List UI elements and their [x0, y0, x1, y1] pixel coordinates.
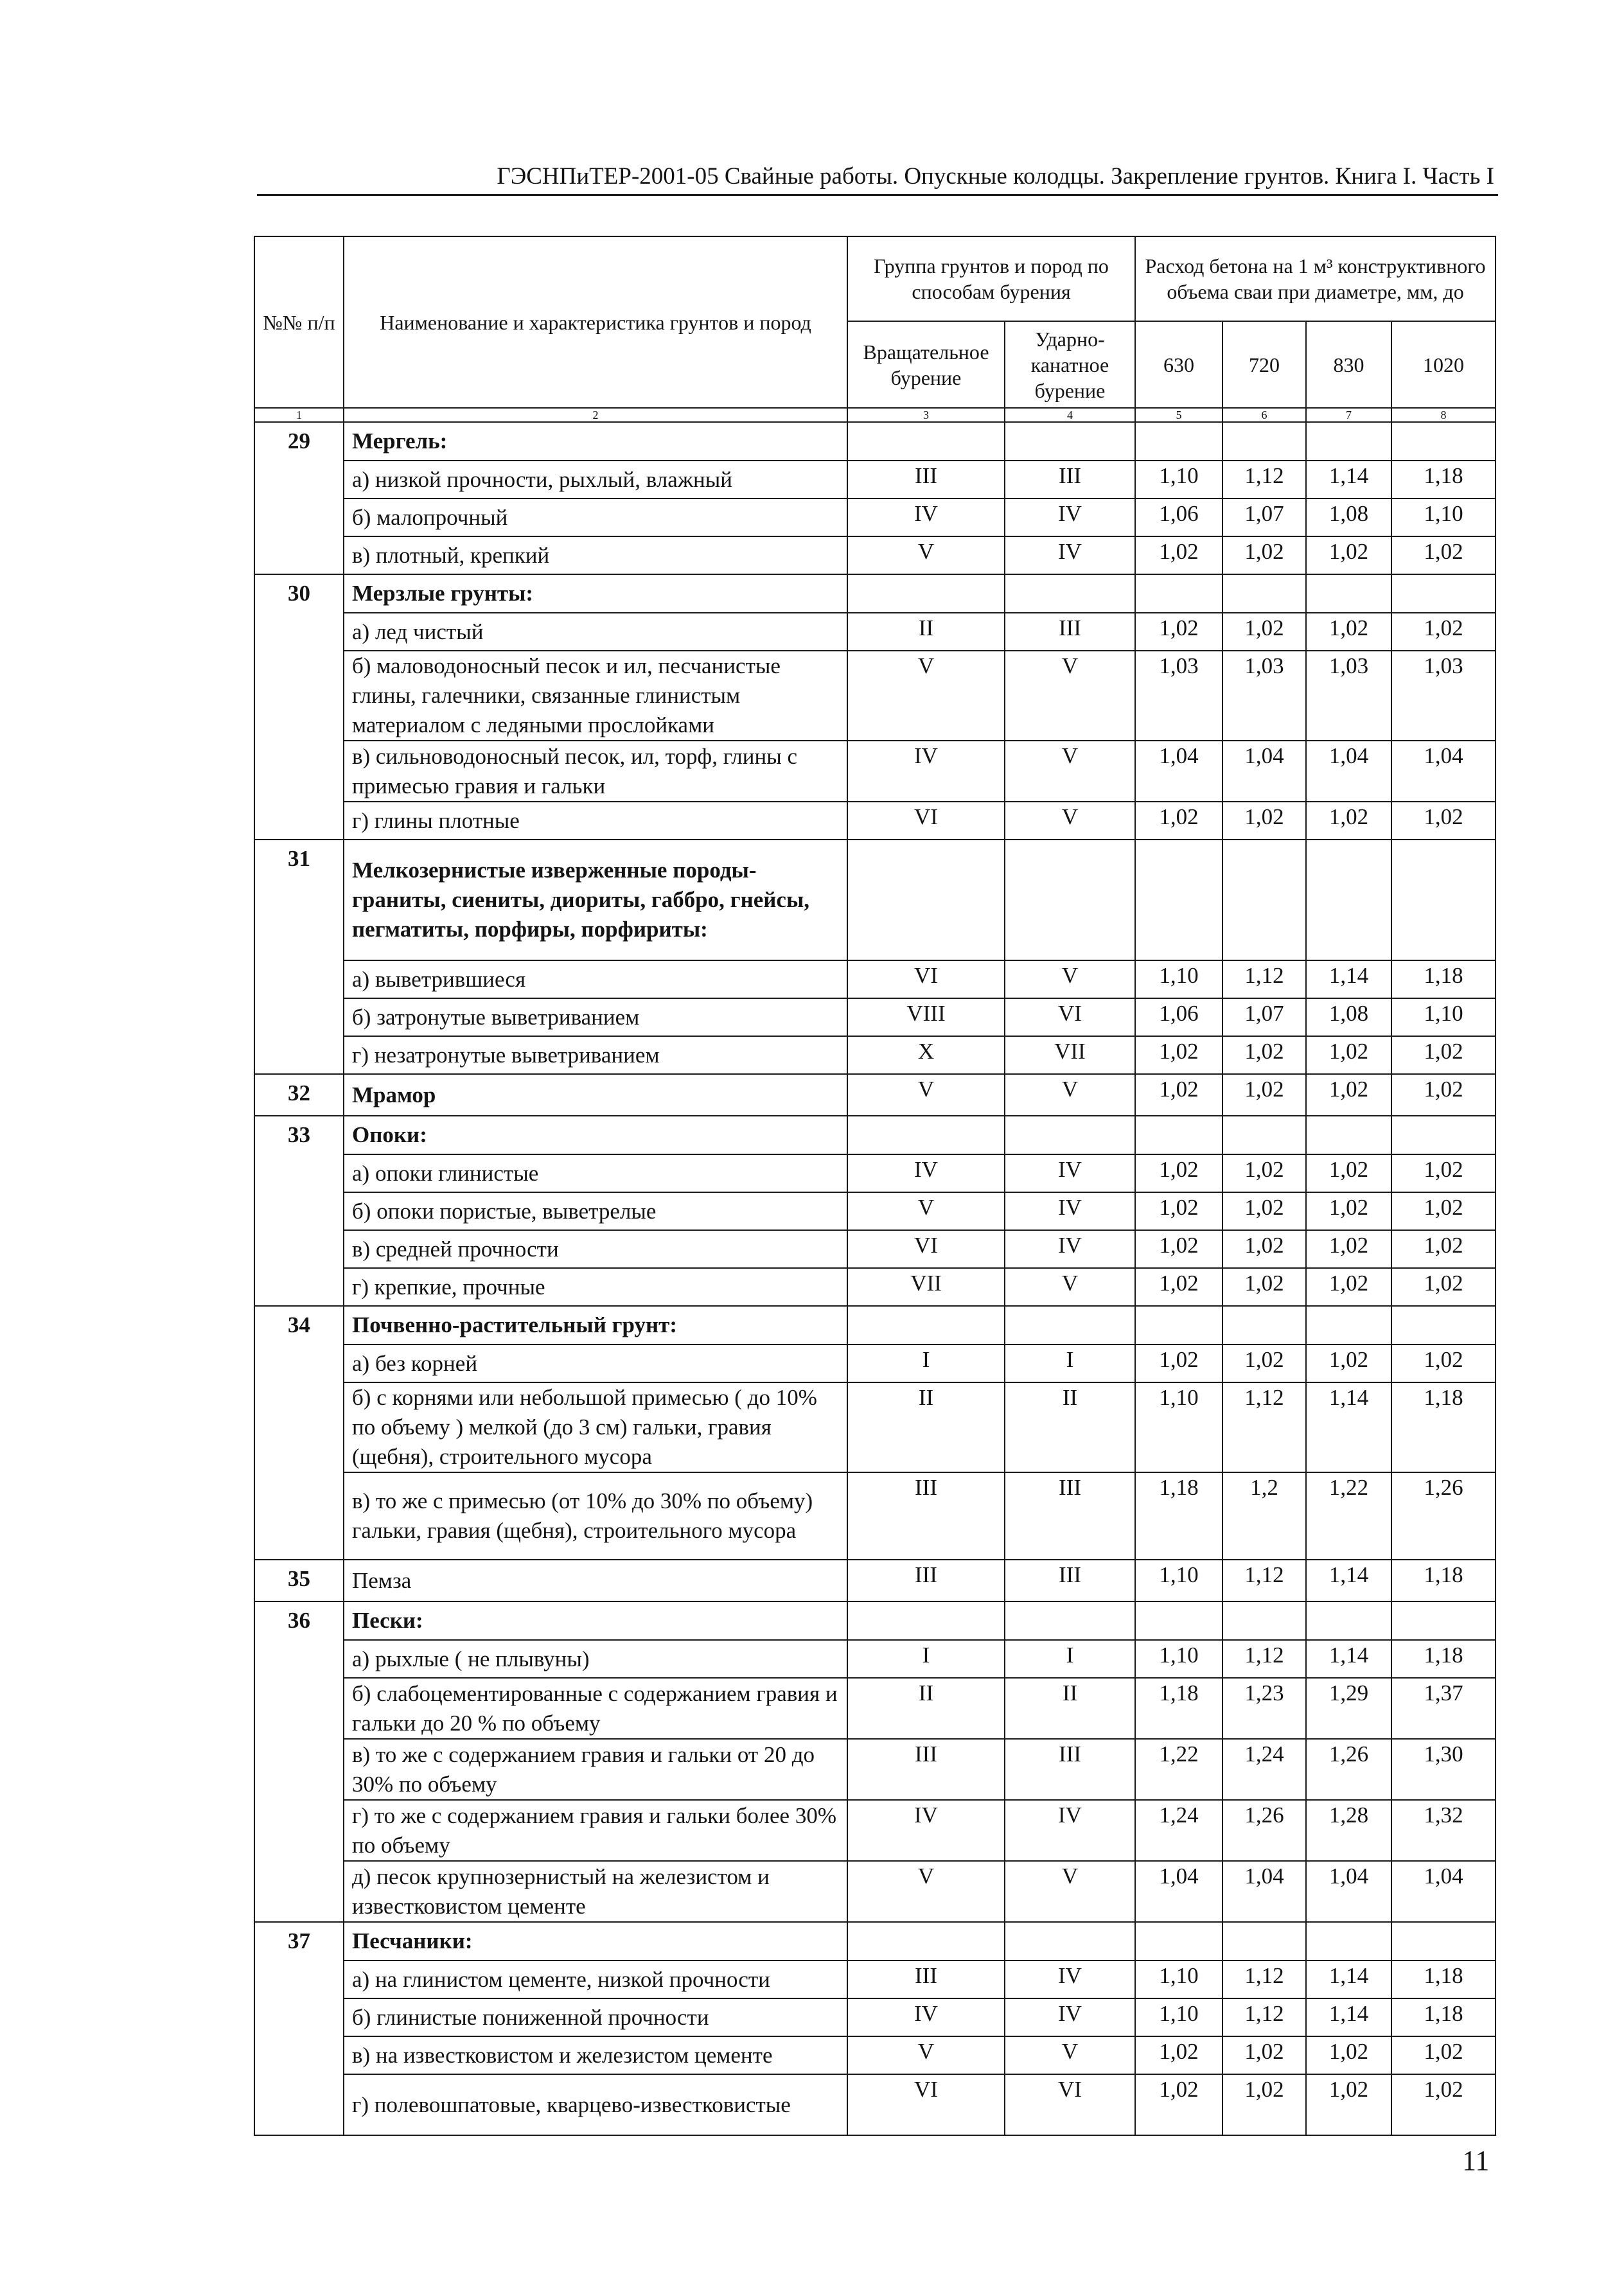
- table-row: [254, 536, 1496, 574]
- table-row: [254, 1800, 1496, 1861]
- table-row: [254, 1861, 1496, 1922]
- value-720: 1,26: [1222, 1800, 1306, 1861]
- col-number: 8: [1391, 408, 1496, 422]
- soil-name: в) сильноводоносный песок, ил, торф, глины с примесью гравия и гальки: [344, 741, 847, 802]
- value-630: 1,02: [1135, 1230, 1222, 1268]
- value-720: 1,02: [1222, 1344, 1306, 1382]
- value-630: 1,02: [1135, 1268, 1222, 1306]
- section-number: 31: [254, 840, 344, 1074]
- table-row: [254, 1230, 1496, 1268]
- value-1020: 1,18: [1391, 1640, 1496, 1678]
- value-830: 1,08: [1306, 498, 1391, 536]
- value-630: 1,02: [1135, 2036, 1222, 2074]
- value-1020: 1,02: [1391, 1074, 1496, 1116]
- col-header-group: Группа грунтов и пород по способам бурения: [847, 236, 1135, 321]
- impact-group: IV: [1005, 1154, 1135, 1192]
- value-830: 1,14: [1306, 461, 1391, 498]
- value-1020: 1,10: [1391, 498, 1496, 536]
- value-630: 1,18: [1135, 1678, 1222, 1739]
- table-row: [254, 741, 1496, 802]
- table-row: [254, 461, 1496, 498]
- value-630: 1,02: [1135, 2074, 1222, 2135]
- value-830: 1,14: [1306, 1382, 1391, 1472]
- rotary-group: III: [847, 461, 1005, 498]
- value-1020: 1,30: [1391, 1739, 1496, 1800]
- value-720: 1,12: [1222, 1560, 1306, 1601]
- impact-group: II: [1005, 1382, 1135, 1472]
- rotary-group: VI: [847, 1230, 1005, 1268]
- value-1020: 1,04: [1391, 1861, 1496, 1922]
- value-630: 1,22: [1135, 1739, 1222, 1800]
- value-830: 1,02: [1306, 1230, 1391, 1268]
- value-1020: 1,32: [1391, 1800, 1496, 1861]
- section-number: 32: [254, 1074, 344, 1116]
- rotary-group: V: [847, 651, 1005, 741]
- value-720: 1,02: [1222, 1192, 1306, 1230]
- section-row: [254, 1922, 1496, 1961]
- impact-group: I: [1005, 1344, 1135, 1382]
- value-720: 1,12: [1222, 1382, 1306, 1472]
- value-630: 1,06: [1135, 498, 1222, 536]
- value-630: 1,02: [1135, 1074, 1222, 1116]
- col-number: 5: [1135, 408, 1222, 422]
- value-630: 1,10: [1135, 1998, 1222, 2036]
- impact-group: VI: [1005, 2074, 1135, 2135]
- value-830: 1,26: [1306, 1739, 1391, 1800]
- rotary-group: VI: [847, 2074, 1005, 2135]
- rotary-group: III: [847, 1560, 1005, 1601]
- impact-group: V: [1005, 1268, 1135, 1306]
- section-row: [254, 840, 1496, 960]
- impact-group: IV: [1005, 1800, 1135, 1861]
- value-720: 1,07: [1222, 498, 1306, 536]
- value-830: 1,02: [1306, 1074, 1391, 1116]
- value-630: 1,24: [1135, 1800, 1222, 1861]
- rotary-group: II: [847, 1678, 1005, 1739]
- table-row: [254, 1640, 1496, 1678]
- value-830: 1,14: [1306, 1640, 1391, 1678]
- value-720: 1,07: [1222, 998, 1306, 1036]
- section-title: Песчаники:: [344, 1922, 847, 1961]
- table-row: [254, 498, 1496, 536]
- section-number: 33: [254, 1116, 344, 1306]
- value-1020: 1,02: [1391, 1036, 1496, 1074]
- section-number: 35: [254, 1560, 344, 1601]
- value-830: 1,04: [1306, 741, 1391, 802]
- value-720: 1,02: [1222, 1074, 1306, 1116]
- impact-group: V: [1005, 960, 1135, 998]
- section-row: [254, 1116, 1496, 1154]
- value-1020: 1,18: [1391, 461, 1496, 498]
- rotary-group: I: [847, 1344, 1005, 1382]
- value-1020: 1,03: [1391, 651, 1496, 741]
- col-header-630: 630: [1135, 321, 1222, 408]
- value-830: 1,08: [1306, 998, 1391, 1036]
- soil-name: д) песок крупнозернистый на железистом и известковистом цементе: [344, 1861, 847, 1922]
- value-830: 1,02: [1306, 1192, 1391, 1230]
- soil-name: в) плотный, крепкий: [344, 536, 847, 574]
- value-630: 1,03: [1135, 651, 1222, 741]
- soil-name: г) полевошпатовые, кварцево-известковистые: [344, 2074, 847, 2135]
- soil-name: а) лед чистый: [344, 613, 847, 651]
- rotary-group: VI: [847, 960, 1005, 998]
- section-number: 37: [254, 1922, 344, 2135]
- impact-group: V: [1005, 802, 1135, 840]
- rotary-group: I: [847, 1640, 1005, 1678]
- value-1020: 1,10: [1391, 998, 1496, 1036]
- soil-name: г) незатронутые выветриванием: [344, 1036, 847, 1074]
- value-720: 1,04: [1222, 741, 1306, 802]
- table-row: [254, 802, 1496, 840]
- value-720: 1,02: [1222, 2036, 1306, 2074]
- table-row: [254, 1382, 1496, 1472]
- header-row: [254, 236, 1496, 321]
- value-830: 1,02: [1306, 613, 1391, 651]
- rotary-group: VII: [847, 1268, 1005, 1306]
- table-row: [254, 613, 1496, 651]
- value-630: 1,04: [1135, 1861, 1222, 1922]
- section-title: Мергель:: [344, 422, 847, 461]
- running-header: [257, 156, 1498, 196]
- impact-group: III: [1005, 1472, 1135, 1560]
- rotary-group: III: [847, 1472, 1005, 1560]
- value-830: 1,14: [1306, 1560, 1391, 1601]
- col-number: 1: [254, 408, 344, 422]
- value-720: 1,03: [1222, 651, 1306, 741]
- value-1020: 1,02: [1391, 613, 1496, 651]
- value-1020: 1,37: [1391, 1678, 1496, 1739]
- soil-name: в) средней прочности: [344, 1230, 847, 1268]
- value-830: 1,28: [1306, 1800, 1391, 1861]
- soil-name: г) глины плотные: [344, 802, 847, 840]
- col-header-num: №№ п/п: [254, 236, 344, 408]
- value-630: 1,02: [1135, 536, 1222, 574]
- soil-name: а) рыхлые ( не плывуны): [344, 1640, 847, 1678]
- soil-concrete-table: [254, 236, 1496, 2136]
- rotary-group: VI: [847, 802, 1005, 840]
- value-630: 1,02: [1135, 1036, 1222, 1074]
- impact-group: I: [1005, 1640, 1135, 1678]
- col-number: 4: [1005, 408, 1135, 422]
- col-number: 2: [344, 408, 847, 422]
- value-720: 1,24: [1222, 1739, 1306, 1800]
- soil-name: в) то же с примесью (от 10% до 30% по объему) гальки, гравия (щебня), строительного мусора: [344, 1472, 847, 1560]
- impact-group: IV: [1005, 1998, 1135, 2036]
- soil-name: а) без корней: [344, 1344, 847, 1382]
- section-title: Почвенно-растительный грунт:: [344, 1306, 847, 1344]
- impact-group: III: [1005, 613, 1135, 651]
- column-number-row: [254, 408, 1496, 422]
- value-720: 1,12: [1222, 461, 1306, 498]
- value-830: 1,02: [1306, 2036, 1391, 2074]
- soil-name: б) затронутые выветриванием: [344, 998, 847, 1036]
- soil-name: б) маловодоносный песок и ил, песчанистые глины, галечники, связанные глинистым материалом с ледяными прослойками: [344, 651, 847, 741]
- value-1020: 1,02: [1391, 536, 1496, 574]
- soil-name: а) низкой прочности, рыхлый, влажный: [344, 461, 847, 498]
- col-header-1020: 1020: [1391, 321, 1496, 408]
- table-row: [254, 998, 1496, 1036]
- soil-name: б) опоки пористые, выветрелые: [344, 1192, 847, 1230]
- value-630: 1,10: [1135, 1560, 1222, 1601]
- col-header-name: Наименование и характеристика грунтов и пород: [344, 236, 847, 408]
- table-row: [254, 960, 1496, 998]
- value-720: 1,2: [1222, 1472, 1306, 1560]
- section-number: 29: [254, 422, 344, 574]
- table-row: [254, 1739, 1496, 1800]
- value-720: 1,02: [1222, 536, 1306, 574]
- value-830: 1,29: [1306, 1678, 1391, 1739]
- soil-name: а) выветрившиеся: [344, 960, 847, 998]
- impact-group: V: [1005, 2036, 1135, 2074]
- value-830: 1,14: [1306, 1961, 1391, 1998]
- value-720: 1,02: [1222, 613, 1306, 651]
- section-row: [254, 574, 1496, 613]
- col-number: 7: [1306, 408, 1391, 422]
- section-number: 30: [254, 574, 344, 840]
- col-header-rotary: Вращательное бурение: [847, 321, 1005, 408]
- table-row: [254, 1344, 1496, 1382]
- col-number: 3: [847, 408, 1005, 422]
- section-number: 36: [254, 1601, 344, 1922]
- value-720: 1,12: [1222, 960, 1306, 998]
- value-630: 1,06: [1135, 998, 1222, 1036]
- value-830: 1,02: [1306, 2074, 1391, 2135]
- table-row: [254, 2074, 1496, 2135]
- soil-name: а) опоки глинистые: [344, 1154, 847, 1192]
- soil-name: г) крепкие, прочные: [344, 1268, 847, 1306]
- value-830: 1,02: [1306, 1036, 1391, 1074]
- soil-name: б) слабоцементированные с содержанием гравия и гальки до 20 % по объему: [344, 1678, 847, 1739]
- col-header-830: 830: [1306, 321, 1391, 408]
- value-720: 1,04: [1222, 1861, 1306, 1922]
- value-720: 1,02: [1222, 2074, 1306, 2135]
- impact-group: IV: [1005, 1192, 1135, 1230]
- value-1020: 1,02: [1391, 1192, 1496, 1230]
- section-title: Опоки:: [344, 1116, 847, 1154]
- soil-name: г) то же с содержанием гравия и гальки более 30% по объему: [344, 1800, 847, 1861]
- table-row: [254, 1961, 1496, 1998]
- impact-group: III: [1005, 1560, 1135, 1601]
- impact-group: IV: [1005, 536, 1135, 574]
- value-1020: 1,18: [1391, 1998, 1496, 2036]
- section-row: [254, 1560, 1496, 1601]
- rotary-group: V: [847, 536, 1005, 574]
- value-830: 1,02: [1306, 802, 1391, 840]
- value-630: 1,02: [1135, 1344, 1222, 1382]
- value-830: 1,02: [1306, 536, 1391, 574]
- impact-group: V: [1005, 1074, 1135, 1116]
- header-title: ГЭСНПиТЕР-2001-05 Свайные работы. Опускные колодцы. Закрепление грунтов. Книга I. Часть I: [497, 163, 1494, 190]
- rotary-group: II: [847, 613, 1005, 651]
- value-630: 1,02: [1135, 802, 1222, 840]
- table-row: [254, 1678, 1496, 1739]
- rotary-group: IV: [847, 1154, 1005, 1192]
- rotary-group: III: [847, 1739, 1005, 1800]
- rotary-group: VIII: [847, 998, 1005, 1036]
- rotary-group: IV: [847, 1800, 1005, 1861]
- value-1020: 1,02: [1391, 2036, 1496, 2074]
- value-1020: 1,02: [1391, 2074, 1496, 2135]
- rotary-group: V: [847, 1074, 1005, 1116]
- section-title: Пемза: [344, 1560, 847, 1601]
- rotary-group: IV: [847, 1998, 1005, 2036]
- value-720: 1,02: [1222, 802, 1306, 840]
- value-630: 1,04: [1135, 741, 1222, 802]
- impact-group: VI: [1005, 998, 1135, 1036]
- value-630: 1,02: [1135, 1192, 1222, 1230]
- section-row: [254, 422, 1496, 461]
- table-row: [254, 2036, 1496, 2074]
- impact-group: IV: [1005, 1230, 1135, 1268]
- rotary-group: IV: [847, 741, 1005, 802]
- value-830: 1,03: [1306, 651, 1391, 741]
- section-row: [254, 1074, 1496, 1116]
- value-830: 1,14: [1306, 960, 1391, 998]
- page-number: 11: [1462, 2145, 1490, 2176]
- value-630: 1,10: [1135, 1640, 1222, 1678]
- value-630: 1,18: [1135, 1472, 1222, 1560]
- value-1020: 1,02: [1391, 1268, 1496, 1306]
- value-720: 1,12: [1222, 1961, 1306, 1998]
- rotary-group: V: [847, 2036, 1005, 2074]
- table-row: [254, 1154, 1496, 1192]
- section-title: Пески:: [344, 1601, 847, 1640]
- value-1020: 1,04: [1391, 741, 1496, 802]
- rotary-group: IV: [847, 498, 1005, 536]
- value-630: 1,10: [1135, 1382, 1222, 1472]
- soil-name: в) то же с содержанием гравия и гальки от 20 до 30% по объему: [344, 1739, 847, 1800]
- rotary-group: II: [847, 1382, 1005, 1472]
- value-630: 1,02: [1135, 1154, 1222, 1192]
- col-header-720: 720: [1222, 321, 1306, 408]
- table-row: [254, 651, 1496, 741]
- col-number: 6: [1222, 408, 1306, 422]
- impact-group: VII: [1005, 1036, 1135, 1074]
- value-1020: 1,02: [1391, 1344, 1496, 1382]
- value-830: 1,02: [1306, 1344, 1391, 1382]
- value-720: 1,02: [1222, 1154, 1306, 1192]
- rotary-group: V: [847, 1861, 1005, 1922]
- table-row: [254, 1036, 1496, 1074]
- section-row: [254, 1601, 1496, 1640]
- col-header-consumption: Расход бетона на 1 м³ конструктивного объема сваи при диаметре, мм, до: [1135, 236, 1496, 321]
- value-630: 1,10: [1135, 1961, 1222, 1998]
- section-title: Мерзлые грунты:: [344, 574, 847, 613]
- soil-name: б) малопрочный: [344, 498, 847, 536]
- table-row: [254, 1268, 1496, 1306]
- impact-group: V: [1005, 651, 1135, 741]
- value-1020: 1,26: [1391, 1472, 1496, 1560]
- impact-group: III: [1005, 1739, 1135, 1800]
- table-row: [254, 1192, 1496, 1230]
- soil-name: б) с корнями или небольшой примесью ( до 10% по объему ) мелкой (до 3 см) гальки, гравия (щебня), строительного мусора: [344, 1382, 847, 1472]
- rotary-group: X: [847, 1036, 1005, 1074]
- section-row: [254, 1306, 1496, 1344]
- value-720: 1,12: [1222, 1640, 1306, 1678]
- value-1020: 1,18: [1391, 1560, 1496, 1601]
- value-720: 1,23: [1222, 1678, 1306, 1739]
- value-830: 1,22: [1306, 1472, 1391, 1560]
- impact-group: IV: [1005, 1961, 1135, 1998]
- impact-group: V: [1005, 741, 1135, 802]
- value-720: 1,12: [1222, 1998, 1306, 2036]
- value-830: 1,04: [1306, 1861, 1391, 1922]
- value-1020: 1,02: [1391, 1230, 1496, 1268]
- section-title: Мрамор: [344, 1074, 847, 1116]
- col-header-impact: Ударно-канатное бурение: [1005, 321, 1135, 408]
- value-830: 1,02: [1306, 1154, 1391, 1192]
- impact-group: IV: [1005, 498, 1135, 536]
- section-title: Мелкозернистые изверженные породы-граниты, сиениты, диориты, габбро, гнейсы, пегматиты, порфиры, порфириты:: [344, 840, 847, 960]
- value-830: 1,02: [1306, 1268, 1391, 1306]
- value-720: 1,02: [1222, 1230, 1306, 1268]
- rotary-group: V: [847, 1192, 1005, 1230]
- value-1020: 1,18: [1391, 960, 1496, 998]
- section-number: 34: [254, 1306, 344, 1560]
- value-1020: 1,02: [1391, 1154, 1496, 1192]
- value-830: 1,14: [1306, 1998, 1391, 2036]
- value-720: 1,02: [1222, 1036, 1306, 1074]
- soil-name: б) глинистые пониженной прочности: [344, 1998, 847, 2036]
- value-1020: 1,18: [1391, 1382, 1496, 1472]
- value-630: 1,10: [1135, 461, 1222, 498]
- table-row: [254, 1998, 1496, 2036]
- soil-name: а) на глинистом цементе, низкой прочности: [344, 1961, 847, 1998]
- value-630: 1,02: [1135, 613, 1222, 651]
- value-1020: 1,02: [1391, 802, 1496, 840]
- table-row: [254, 1472, 1496, 1560]
- impact-group: II: [1005, 1678, 1135, 1739]
- value-630: 1,10: [1135, 960, 1222, 998]
- value-720: 1,02: [1222, 1268, 1306, 1306]
- rotary-group: III: [847, 1961, 1005, 1998]
- impact-group: V: [1005, 1861, 1135, 1922]
- soil-name: в) на известковистом и железистом цементе: [344, 2036, 847, 2074]
- impact-group: III: [1005, 461, 1135, 498]
- value-1020: 1,18: [1391, 1961, 1496, 1998]
